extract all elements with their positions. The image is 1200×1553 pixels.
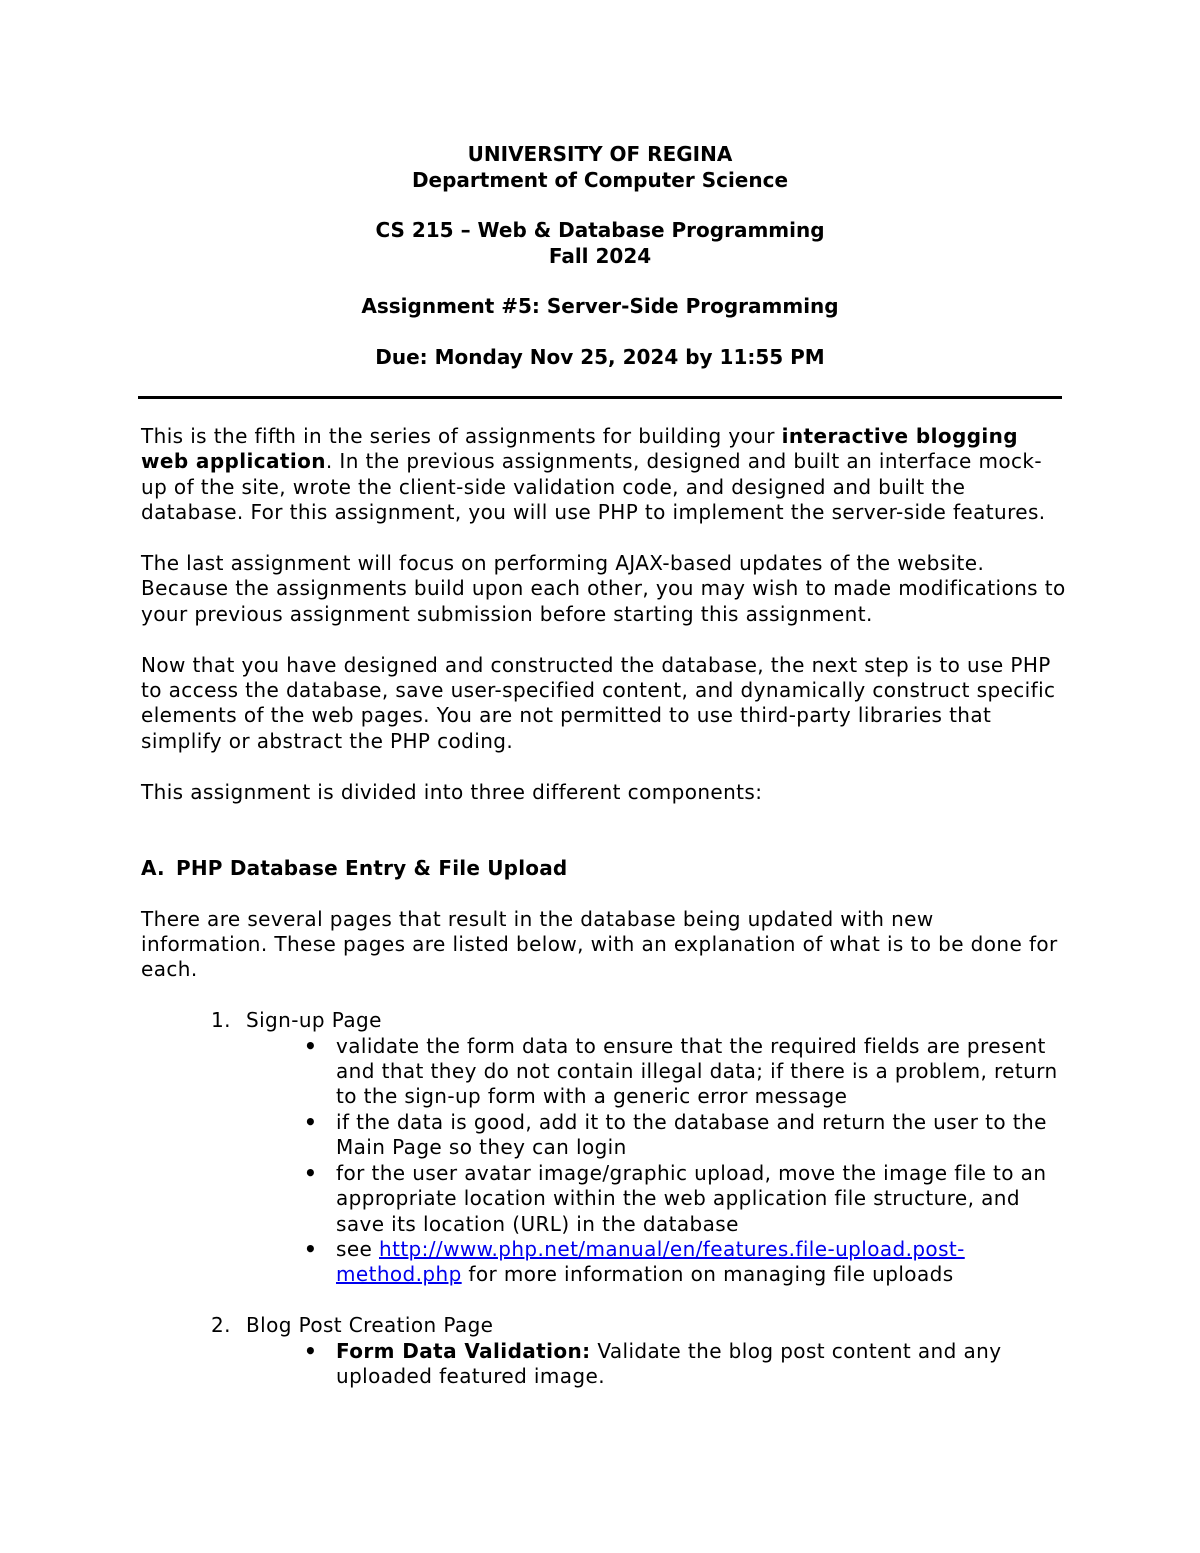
department-name: Department of Computer Science — [411, 167, 789, 192]
bullet-item — [246, 1110, 1066, 1161]
assignment-title: Assignment #5: Server-Side Programming — [361, 294, 839, 318]
bullet-text: validate the form data to ensure that the required fields are present and that they do not contain illegal data; if there is a problem, return to the sign-up form with a generic error message — [336, 1033, 1058, 1109]
intro-paragraph-1 — [141, 424, 1066, 526]
section-a-intro: There are several pages that result in the database being updated with new information. These pages are listed below, with an explanation of what is to be done for each. — [141, 906, 1058, 982]
intro-paragraph-2: The last assignment will focus on performing AJAX-based updates of the website. Because the assignments build upon each other, you may wish to made modifications to your previous assignment submission before starting this assignment. — [141, 551, 1066, 626]
bullet-icon: • — [304, 1033, 318, 1058]
bullet-icon: • — [304, 1236, 318, 1261]
list-item-title: Blog Post Creation Page — [246, 1313, 494, 1338]
intro-text: This is the fifth in the series of assignments for building your — [141, 424, 782, 448]
bullet-item — [246, 1237, 1066, 1288]
list-item-title: Sign-up Page — [246, 1008, 382, 1033]
list-item-signup — [141, 1008, 1066, 1287]
term: Fall 2024 — [548, 243, 652, 268]
bullet-text: Validate the blog post content and any uploaded featured image. — [336, 1338, 1002, 1388]
bullet-icon: • — [304, 1338, 318, 1363]
bullet-item — [246, 1161, 1066, 1237]
intro-paragraph-3: Now that you have designed and constructed the database, the next step is to use PHP to access the database, save user-specified content, and dynamically construct specific elements of the web pages. You are not permitted to use third-party libraries that simplify or abstract the PHP coding. — [141, 652, 1056, 753]
intro-bold-text: interactive blogging web application — [141, 424, 1019, 474]
bullet-icon: • — [304, 1109, 318, 1134]
bullet-item — [246, 1339, 1066, 1390]
bullet-text: for the user avatar image/graphic upload, move the image file to an appropriate location within the web application file structure, and save its location (URL) in the database — [336, 1160, 1047, 1236]
section-a-heading — [141, 856, 1066, 881]
bullet-list — [246, 1339, 1066, 1390]
intro-text-continued: . In the previous assignments, designed and built an interface mock-up of the site, wrote the client-side validation code, and designed and built the database. For this assignment, you will use PHP to implement the server-side features. — [141, 449, 1046, 525]
bullet-text-continued: for more information on managing file uploads — [461, 1262, 954, 1287]
bullet-item — [246, 1034, 1066, 1110]
list-item-blog-post-creation — [141, 1313, 1066, 1389]
bullet-list — [246, 1034, 1066, 1288]
document-header — [140, 142, 1060, 370]
intro-paragraph-4: This assignment is divided into three different components: — [141, 779, 763, 804]
bullet-bold-label: Form Data Validation: — [336, 1338, 591, 1363]
section-a-letter: A. — [141, 855, 165, 880]
course-title: CS 215 – Web & Database Programming — [375, 218, 825, 242]
bullet-icon: • — [304, 1160, 318, 1185]
horizontal-rule — [138, 396, 1062, 399]
bullet-text: if the data is good, add it to the database and return the user to the Main Page so they can login — [336, 1109, 1047, 1160]
document-body — [141, 424, 1066, 1415]
list-number: 1. — [211, 1008, 231, 1033]
bullet-text: see — [336, 1236, 379, 1261]
list-number: 2. — [211, 1313, 231, 1338]
due-date: Due: Monday Nov 25, 2024 by 11:55 PM — [375, 344, 825, 369]
university-name: UNIVERSITY OF REGINA — [467, 142, 733, 166]
section-a-list — [141, 1008, 1066, 1389]
php-file-upload-link[interactable]: http://www.php.net/manual/en/features.file-upload.post-method.php — [336, 1236, 965, 1287]
section-a-title: PHP Database Entry & File Upload — [176, 855, 568, 880]
